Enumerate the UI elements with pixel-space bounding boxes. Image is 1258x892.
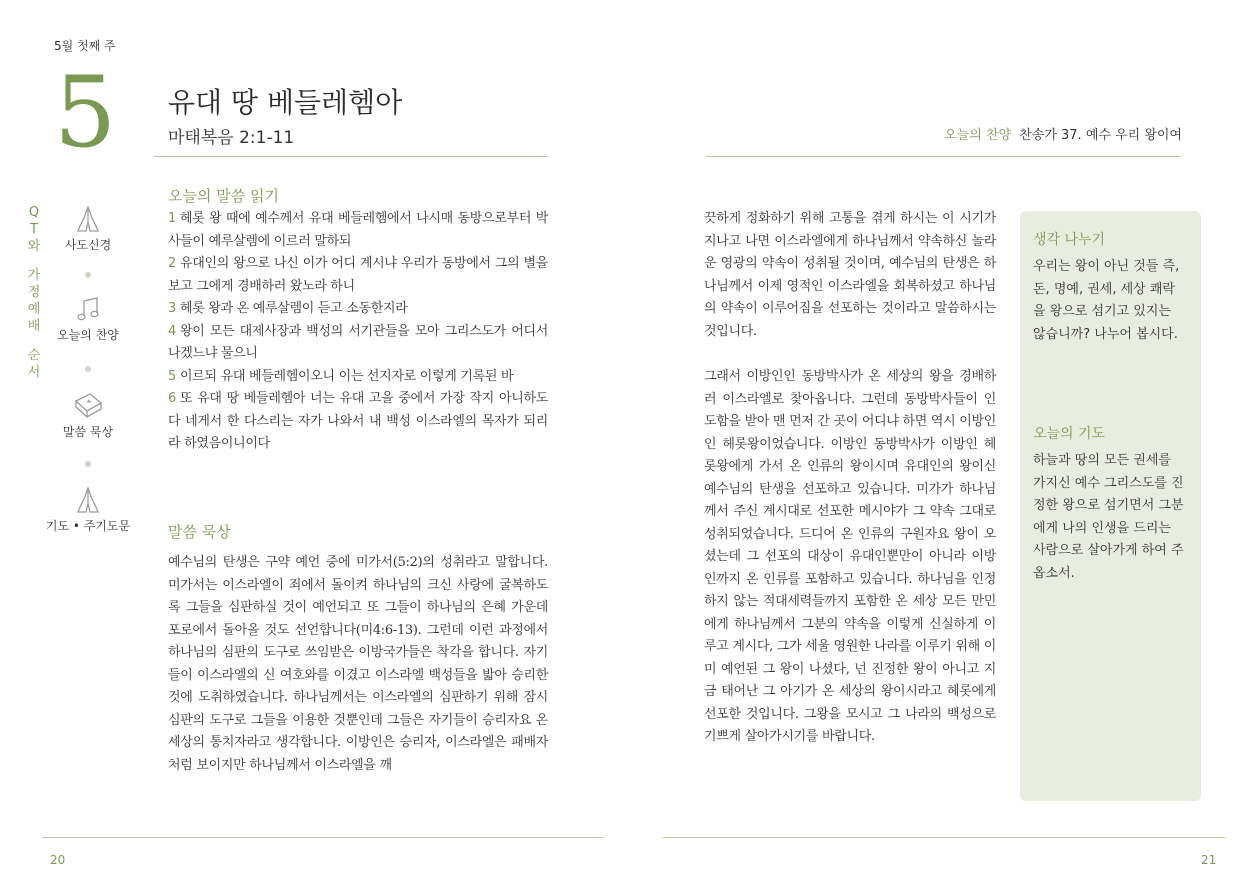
hymn-divider [706, 156, 1181, 157]
verse-number: 2 [168, 256, 176, 271]
footer-divider-right [663, 837, 1225, 838]
sidebar-panel [1020, 211, 1201, 801]
scripture-reference: 마태복음 2:1-11 [168, 128, 295, 148]
prayer-text: 하늘과 땅의 모든 권세를 가지신 예수 그리스도를 진정한 왕으로 섬기면서 그분에게 나의 인생을 드리는 사람으로 살아가게 하여 주옵소서. [1033, 453, 1184, 581]
nav-meditation-label: 말씀 묵상 [62, 425, 114, 439]
title-divider [154, 156, 547, 157]
hymn-label: 오늘의 찬양 [944, 128, 1012, 143]
verse-number: 6 [168, 391, 176, 406]
side-section-label: Q T 와 가 정 예 배 순 서 [27, 205, 41, 380]
verse: 5 이르되 유대 베들레헴이오니 이는 선지자로 이렇게 기록된 바 [168, 368, 514, 384]
share-title: 생각 나누기 [1033, 232, 1106, 248]
verse-list [168, 208, 548, 456]
verse: 1 헤롯 왕 때에 예수께서 유대 베들레헴에서 나시매 동방으로부터 박사들이 예루살렘에 이르러 말하되 [168, 211, 548, 249]
praying-hands-icon [73, 204, 103, 234]
meditation-text-left: 예수님의 탄생은 구약 예언 중에 미가서(5:2)의 성취라고 말합니다. 미가서는 이스라엘이 죄에서 돌이켜 하나님의 크신 사랑에 굴복하도록 그들을 심판하실 것이 예언되고 또 그들이 하나님의 은혜 가운데 포로에서 돌아올 것도 선언합니다(미4:6-13). 그런데 이런 과정에서 하나님의 심판의 도구로 쓰임받은 이방국가들은 착각을 합니다. 자기들이 이스라엘의 신 여호와를 이겼고 이스라엘 백성들을 밟아 승리한 것에 도취하였습니다. 하나님께서는 이스라엘의 심판하기 위해 잠시 심판의 도구로 그들을 이용한 것뿐인데 그들은 자기들이 승리자요 온 세상의 통치자라고 생각합니다. 이방인은 승리자, 이스라엘은 패배자처럼 보이지만 하나님께서 이스라엘을 깨 [168, 555, 548, 773]
todays-hymn [944, 124, 1182, 143]
hymn-value: 찬송가 37. 예수 우리 왕이여 [1019, 128, 1182, 143]
week-label: 5월 첫째 주 [54, 39, 116, 53]
nav-meditation[interactable] [38, 391, 138, 440]
nav-separator [85, 272, 91, 278]
verse: 3 헤롯 왕과 온 예루살렘이 듣고 소동한지라 [168, 301, 408, 316]
reading-section-title: 오늘의 말씀 읽기 [168, 187, 279, 205]
share-text: 우리는 왕이 아닌 것들 즉, 돈, 명예, 권세, 세상 쾌락을 왕으로 섬기고 있지는 않습니까? 나누어 봅시다. [1033, 259, 1180, 342]
bible-book-icon [72, 391, 104, 421]
nav-creed-label: 사도신경 [64, 238, 112, 252]
nav-hymn[interactable] [38, 296, 138, 343]
page-title: 유대 땅 베들레헴아 [168, 86, 403, 119]
verse-number: 4 [168, 323, 176, 339]
nav-prayer[interactable] [38, 485, 138, 534]
verse-number: 3 [168, 301, 176, 316]
praying-hands-icon [73, 485, 103, 515]
page-number-right: 21 [1201, 853, 1217, 867]
music-note-icon [75, 296, 101, 324]
verse: 4 왕이 모든 대제사장과 백성의 서기관들을 모아 그리스도가 어디서 나겠느냐 물으니 [168, 323, 548, 361]
nav-prayer-label: 기도 • 주기도문 [45, 519, 131, 533]
day-number: 5 [54, 56, 117, 170]
meditation-text-right-1: 끗하게 정화하기 위해 고통을 겪게 하시는 이 시기가 지나고 나면 이스라엘에게 하나님께서 약속하신 놀라운 영광의 약속이 성취될 것이며, 예수님의 탄생은 하나님께서 이제 영적인 이스라엘을 회복하셨고 하나님의 약속이 이루어짐을 선포하는 것이라고 말씀하시는 것입니다. [704, 211, 996, 339]
meditation-text-right-2: 그래서 이방인인 동방박사가 온 세상의 왕을 경배하러 이스라엘로 찾아옵니다. 그런데 동방박사들이 인도함을 받아 맨 먼저 간 곳이 어디냐 하면 역시 이방인인 헤롯왕이었습니다. 이방인 동방박사가 이방인 헤롯왕에게 가서 온 인류의 왕이시며 유대인의 왕이신 예수님의 탄생을 선포하고 있습니다. 미가가 하나님께서 주신 계시대로 선포한 메시야가 그 약속 그대로 성취되었습니다. 드디어 온 인류의 구원자요 왕이 오셨는데 그 선포의 대상이 유대인뿐만이 아니라 이방인까지 온 인류를 포함하고 있습니다. 하나님을 인정하지 않는 적대세력들까지 포함한 온 세상 모든 만민에게 하나님께서 그분의 약속을 이렇게 신실하게 이루고 계시다, 그가 세울 영원한 나라를 이루기 위해 이미 예언된 그 왕이 나셨다, 넌 진정한 왕이 아니고 지금 태어난 그 아기가 온 세상의 왕이시라고 헤롯에게 선포한 것입니다. 그왕을 모시고 그 나라의 백성으로 기쁘게 살아가시기를 바랍니다. [704, 369, 996, 744]
verse-number: 1 [168, 211, 176, 226]
nav-hymn-label: 오늘의 찬양 [57, 328, 119, 342]
verse: 6 또 유대 땅 베들레헴아 너는 유대 고을 중에서 가장 작지 아니하도다 네게서 한 다스리는 자가 나와서 내 백성 이스라엘의 목자가 되리라 하였음이니이다 [168, 391, 548, 451]
nav-separator [85, 461, 91, 467]
verse-number: 5 [168, 368, 176, 384]
prayer-title: 오늘의 기도 [1033, 426, 1106, 442]
footer-divider-left [42, 837, 603, 838]
nav-creed[interactable] [38, 204, 138, 253]
verse: 2 유대인의 왕으로 나신 이가 어디 계시냐 우리가 동방에서 그의 별을 보고 그에게 경배하러 왔노라 하니 [168, 256, 548, 294]
nav-separator [85, 366, 91, 372]
meditation-section-title: 말씀 묵상 [168, 523, 231, 541]
page-number-left: 20 [50, 853, 66, 867]
